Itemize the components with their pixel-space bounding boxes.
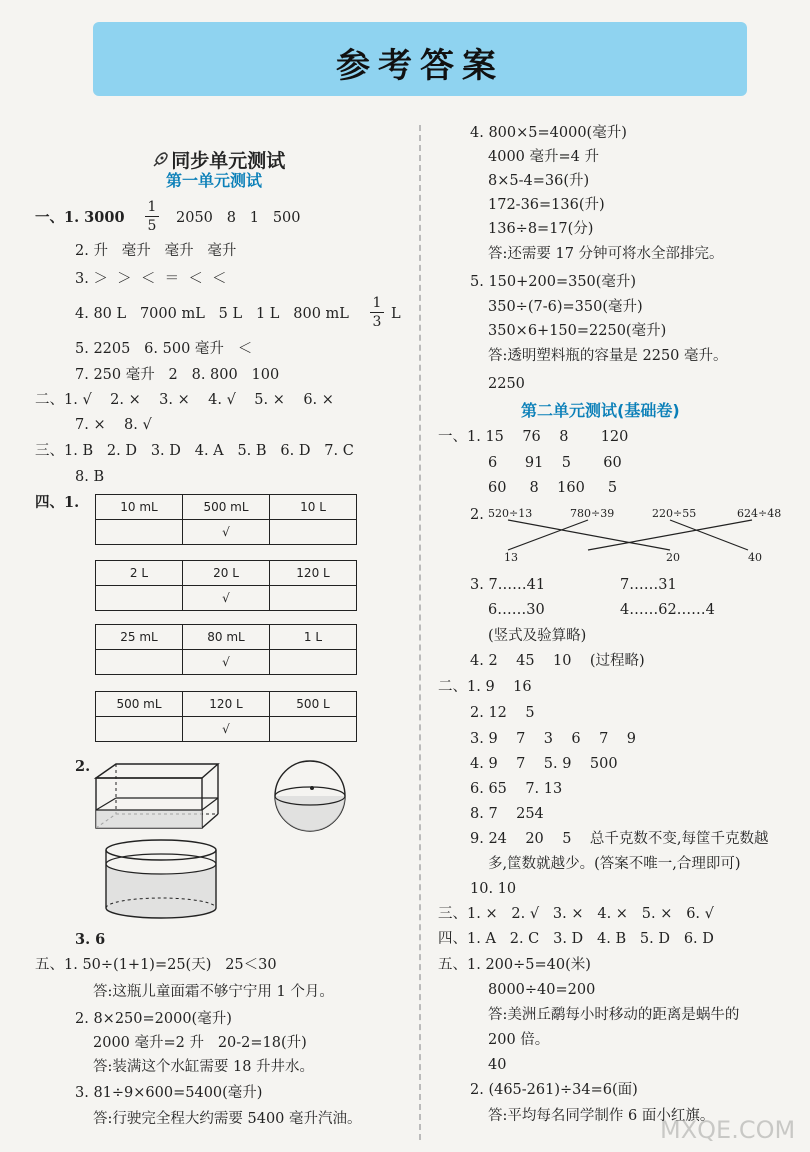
table-cell: [96, 586, 183, 611]
table-cell: [270, 650, 357, 675]
u1-q1-7: 7. 250 毫升 2 8. 800 100: [75, 367, 280, 383]
u1-q5-2: 2. 8×250=2000(毫升): [75, 1011, 232, 1027]
answer-table-1: [95, 494, 357, 545]
u2-e1b: 8000÷40=200: [488, 982, 596, 998]
table-cell: √: [183, 650, 270, 675]
u2-b9b: 多,筐数就越少。(答案不唯一,合理即可): [488, 856, 741, 872]
r-q4c: 8×5-4=36(升): [488, 173, 590, 189]
table-cell: 500 L: [270, 692, 357, 717]
u1-q3-1: 三、1. B 2. D 3. D 4. A 5. B 6. D 7. C: [35, 443, 354, 459]
table-cell: √: [183, 520, 270, 545]
match-bottom-3: 40: [748, 551, 762, 564]
u2-a1b: 6 91 5 60: [488, 455, 622, 471]
u1-q4: 四、1.: [35, 494, 80, 511]
u2-b6: 6. 65 7. 13: [470, 781, 563, 797]
u2-e1a2: 200 倍。: [488, 1032, 550, 1048]
u2-a1: 一、1. 15 76 8 120: [438, 429, 629, 445]
u1-q2-7: 7. × 8. √: [75, 417, 152, 433]
u1-q1-5: 5. 2205 6. 500 毫升 ＜: [75, 341, 253, 357]
table-cell: √: [183, 586, 270, 611]
table-cell: [270, 520, 357, 545]
u2-b10: 10. 10: [470, 881, 517, 897]
u1-q1-3: 3. ＞ ＞ ＜ ＝ ＜ ＜: [75, 271, 227, 287]
column-divider: [419, 125, 421, 1140]
table-cell: [96, 520, 183, 545]
u1-q3-8: 8. B: [75, 469, 105, 485]
u2-a4: 4. 2 45 10 (过程略): [470, 653, 645, 669]
r-q5: 5. 150+200=350(毫升): [470, 274, 637, 290]
title-banner: [93, 22, 747, 96]
section-title: 同步单元测试: [171, 150, 286, 172]
u2-a3c: (竖式及验算略): [488, 628, 587, 644]
table-cell: 2 L: [96, 561, 183, 586]
u2-c1: 三、1. × 2. √ 3. × 4. × 5. × 6. √: [438, 906, 714, 922]
table-cell: [96, 650, 183, 675]
r-q5a: 答:透明塑料瓶的容量是 2250 毫升。: [488, 348, 728, 364]
page-title: 参考答案: [336, 46, 504, 86]
sphere-figure: [272, 758, 348, 834]
u2-a2-label: 2.: [470, 507, 484, 523]
table-cell: 20 L: [183, 561, 270, 586]
u2-b8: 8. 7 254: [470, 806, 544, 822]
table-cell: √: [183, 717, 270, 742]
fraction-numerator: 1: [147, 199, 157, 215]
match-top-4: 624÷48: [737, 507, 782, 520]
fraction-denominator: 3: [372, 314, 382, 330]
match-bottom-1: 13: [504, 551, 518, 564]
r-q4b: 4000 毫升=4 升: [488, 149, 599, 165]
table-cell: 10 L: [270, 495, 357, 520]
answer-table-3: [95, 624, 357, 675]
tank-figure: [92, 760, 222, 832]
match-top-1: 520÷13: [488, 507, 533, 520]
u1-q4-3: 3. 6: [75, 931, 106, 948]
section-heading: [138, 124, 285, 173]
r-q4e: 136÷8=17(分): [488, 221, 594, 237]
fraction-numerator: 1: [372, 295, 382, 311]
u1-q5-1a: 答:这瓶儿童面霜不够宁宁用 1 个月。: [93, 984, 334, 1000]
u1-q5-3: 3. 81÷9×600=5400(毫升): [75, 1085, 263, 1101]
r-q5d: 2250: [488, 376, 525, 392]
u2-d1: 四、1. A 2. C 3. D 4. B 5. D 6. D: [438, 931, 714, 947]
u1-q1-1-fraction: [145, 199, 159, 234]
u2-b9: 9. 24 20 5 总千克数不变,每筐千克数越: [470, 831, 769, 847]
corner-watermark: MXQE.COM: [660, 1116, 796, 1144]
u2-e2: 2. (465-261)÷34=6(面): [470, 1082, 638, 1098]
u1-q1-1b: 2050 8 1 500: [176, 210, 301, 226]
rocket-icon: [151, 151, 169, 169]
r-q4: 4. 800×5=4000(毫升): [470, 125, 627, 141]
table-cell: 500 mL: [96, 692, 183, 717]
u2-e1a: 答:美洲丘鹬每小时移动的距离是蜗牛的: [488, 1007, 740, 1023]
u1-q5-3a: 答:行驶完全程大约需要 5400 毫升汽油。: [93, 1111, 362, 1127]
table-cell: 120 L: [183, 692, 270, 717]
u1-q5-1: 五、1. 50÷(1+1)=25(天) 25＜30: [35, 957, 277, 973]
u1-q5-2a: 答:装满这个水缸需要 18 升井水。: [93, 1059, 315, 1075]
u1-q1-4-fraction: [370, 295, 384, 330]
u2-b1: 二、1. 9 16: [438, 679, 532, 695]
u2-e1c: 40: [488, 1057, 507, 1073]
u2-b2: 2. 12 5: [470, 705, 535, 721]
r-q4d: 172-36=136(升): [488, 197, 605, 213]
match-top-2: 780÷39: [570, 507, 615, 520]
match-top-3: 220÷55: [652, 507, 697, 520]
unit2-title: 第二单元测试(基础卷): [521, 401, 680, 420]
u1-q2-1: 二、1. √ 2. × 3. × 4. √ 5. × 6. ×: [35, 392, 334, 408]
u2-e2a: 答:平均每名同学制作 6 面小红旗。: [488, 1108, 715, 1124]
u2-b4: 4. 9 7 5. 9 500: [470, 756, 618, 772]
table-cell: [96, 717, 183, 742]
u2-a3-tail: 7……31: [620, 577, 677, 593]
table-cell: 25 mL: [96, 625, 183, 650]
u2-a3b-tail: 4……62……4: [620, 602, 715, 618]
u2-a3b: 6……30: [488, 602, 545, 618]
answer-table-4: [95, 691, 357, 742]
u1-q1-1: 一、1. 3000: [35, 209, 125, 226]
u1-q4-2: 2.: [75, 758, 91, 775]
answer-table-2: [95, 560, 357, 611]
fraction-denominator: 5: [147, 218, 157, 234]
table-cell: 120 L: [270, 561, 357, 586]
table-cell: 10 mL: [96, 495, 183, 520]
fraction-bar: [145, 216, 159, 217]
fraction-bar: [370, 312, 384, 313]
table-cell: 500 mL: [183, 495, 270, 520]
u1-q1-2: 2. 升 毫升 毫升 毫升: [75, 243, 237, 259]
r-q5c: 350×6+150=2250(毫升): [488, 323, 667, 339]
cylinder-figure: [103, 838, 219, 920]
u2-a1c: 60 8 160 5: [488, 480, 618, 496]
u2-b3: 3. 9 7 3 6 7 9: [470, 731, 636, 747]
match-bottom-2: 20: [666, 551, 680, 564]
u1-q5-2b: 2000 毫升=2 升 20-2=18(升): [93, 1035, 307, 1051]
r-q5b: 350÷(7-6)=350(毫升): [488, 299, 643, 315]
matching-lines: [480, 514, 780, 554]
u1-q1-4: 4. 80 L 7000 mL 5 L 1 L 800 mL: [75, 306, 349, 322]
u2-a3: 3. 7……41: [470, 577, 546, 593]
table-cell: [270, 586, 357, 611]
table-cell: 1 L: [270, 625, 357, 650]
table-cell: 80 mL: [183, 625, 270, 650]
unit1-title: 第一单元测试: [166, 171, 263, 190]
r-q4a: 答:还需要 17 分钟可将水全部排完。: [488, 246, 724, 262]
u1-q1-4-unit: L: [391, 306, 401, 322]
table-cell: [270, 717, 357, 742]
u2-e1: 五、1. 200÷5=40(米): [438, 957, 591, 973]
